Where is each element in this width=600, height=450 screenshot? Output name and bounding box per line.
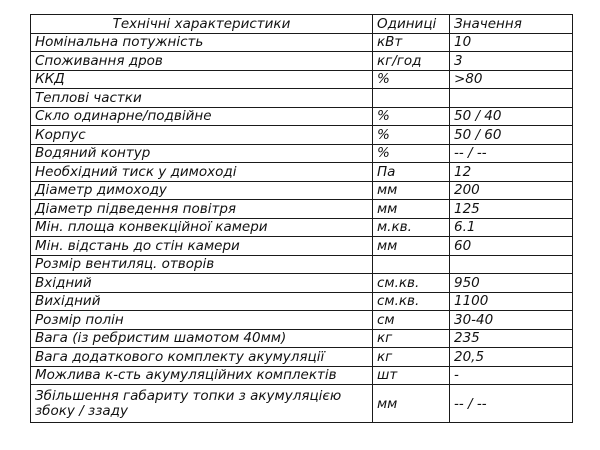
value-cell: 60 [450,237,573,256]
value-cell: 30-40 [450,311,573,330]
unit-cell: см.кв. [373,292,450,311]
value-cell: 125 [450,200,573,219]
table-row [31,200,573,219]
table-row [31,126,573,145]
table-row [31,292,573,311]
table-row [31,70,573,89]
parameter-cell: ККД [31,70,373,89]
table-row [31,144,573,163]
value-cell: -- / -- [450,385,573,423]
value-cell: 10 [450,33,573,52]
parameter-cell: Вхідний [31,274,373,293]
unit-cell: мм [373,237,450,256]
value-cell: 12 [450,163,573,182]
value-cell: >80 [450,70,573,89]
unit-cell: % [373,126,450,145]
unit-cell: % [373,144,450,163]
unit-cell: м.кв. [373,218,450,237]
value-cell: 50 / 40 [450,107,573,126]
table-body [31,33,573,423]
parameter-cell: Номінальна потужність [31,33,373,52]
parameter-cell: Теплові частки [31,89,373,108]
parameter-cell: Діаметр димоходу [31,181,373,200]
unit-cell: % [373,107,450,126]
value-cell: 950 [450,274,573,293]
table-row [31,366,573,385]
unit-cell: кг [373,348,450,367]
unit-cell: кг/год [373,52,450,71]
parameter-cell: Скло одинарне/подвійне [31,107,373,126]
value-cell: 50 / 60 [450,126,573,145]
parameter-cell: Діаметр підведення повітря [31,200,373,219]
parameter-cell: Мін. відстань до стін камери [31,237,373,256]
value-cell: 200 [450,181,573,200]
table-row [31,107,573,126]
parameter-cell: Необхідний тиск у димоході [31,163,373,182]
table-row [31,385,573,423]
parameter-cell: Збільшення габариту топки з акумуляцією збоку / ззаду [31,385,373,423]
table-row [31,218,573,237]
unit-cell: мм [373,385,450,423]
unit-cell: мм [373,200,450,219]
unit-cell: см [373,311,450,330]
parameter-cell: Споживання дров [31,52,373,71]
value-cell: -- / -- [450,144,573,163]
table-row [31,89,573,108]
table-row [31,274,573,293]
value-cell: - [450,366,573,385]
value-cell [450,89,573,108]
parameter-cell: Вихідний [31,292,373,311]
value-cell: 3 [450,52,573,71]
table-row [31,255,573,274]
unit-cell: см.кв. [373,274,450,293]
table-row [31,181,573,200]
value-cell: 6.1 [450,218,573,237]
unit-cell: кВт [373,33,450,52]
table-row [31,163,573,182]
unit-cell: мм [373,181,450,200]
header-parameter: Технічні характеристики [31,15,373,34]
parameter-cell: Мін. площа конвекційної камери [31,218,373,237]
table-row [31,237,573,256]
unit-cell: Па [373,163,450,182]
unit-cell [373,255,450,274]
parameter-cell: Розмір вентиляц. отворів [31,255,373,274]
parameter-cell: Водяний контур [31,144,373,163]
table-row [31,52,573,71]
specifications-table [30,14,573,423]
parameter-cell: Можлива к-сть акумуляційних комплектів [31,366,373,385]
value-cell: 20,5 [450,348,573,367]
value-cell: 235 [450,329,573,348]
value-cell [450,255,573,274]
unit-cell [373,89,450,108]
header-unit: Одиниці [373,15,450,34]
value-cell: 1100 [450,292,573,311]
header-value: Значення [450,15,573,34]
header-row [31,15,573,34]
unit-cell: шт [373,366,450,385]
table-row [31,33,573,52]
parameter-cell: Розмір полін [31,311,373,330]
table-row [31,348,573,367]
unit-cell: кг [373,329,450,348]
table-row [31,311,573,330]
parameter-cell: Вага додаткового комплекту акумуляції [31,348,373,367]
unit-cell: % [373,70,450,89]
parameter-cell: Корпус [31,126,373,145]
table-row [31,329,573,348]
parameter-cell: Вага (із ребристим шамотом 40мм) [31,329,373,348]
